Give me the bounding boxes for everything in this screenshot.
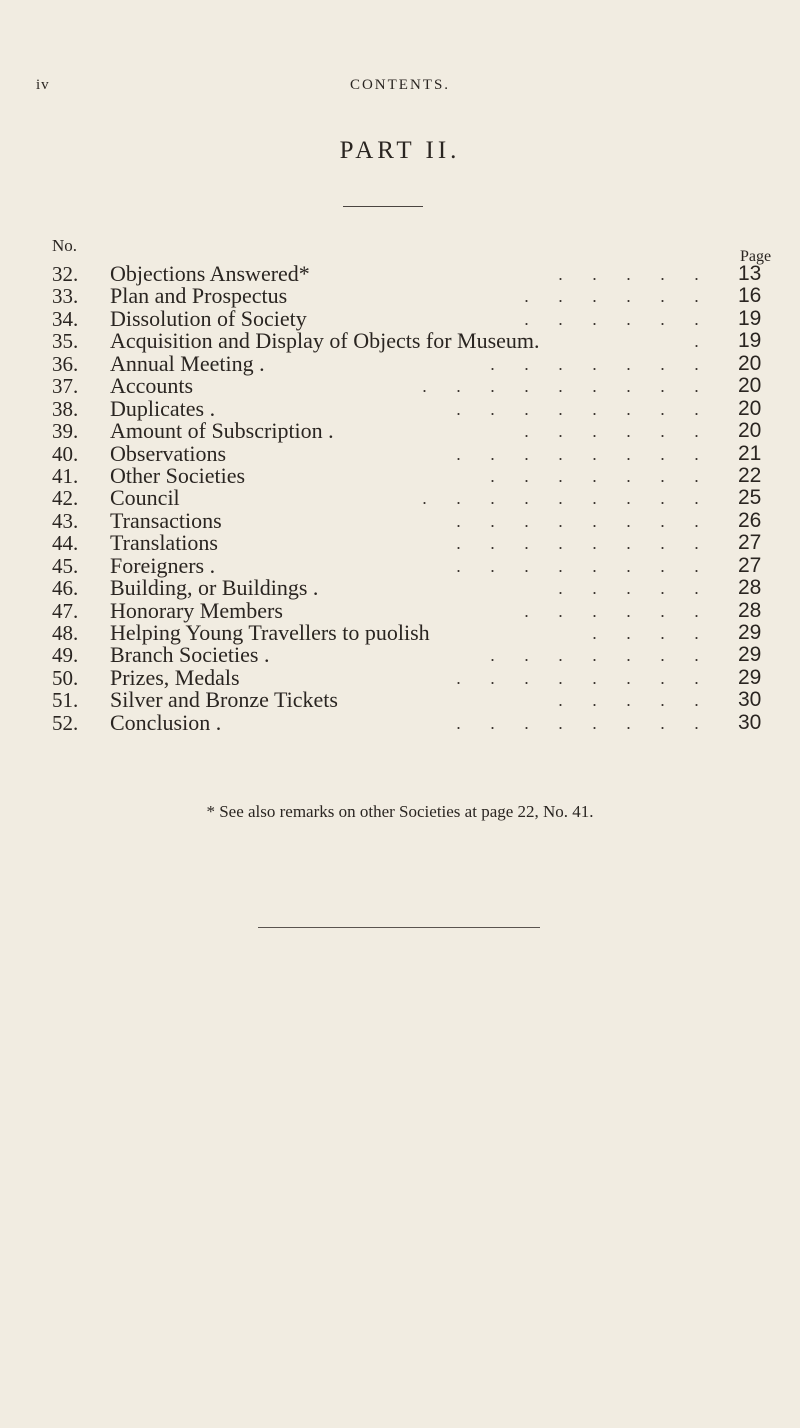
contents-entry xyxy=(0,507,800,533)
entry-page: 19 xyxy=(738,329,762,353)
entry-number: 44. xyxy=(52,531,79,556)
entry-page: 29 xyxy=(738,621,762,644)
entry-title: Accounts xyxy=(110,373,194,399)
entry-title: Conclusion . xyxy=(110,709,222,735)
entry-title: Transactions xyxy=(110,507,222,533)
entry-title: Objections Answered* xyxy=(110,261,310,286)
entry-title: Helping Young Travellers to puolish xyxy=(110,620,430,645)
entry-number: 49. xyxy=(52,643,79,668)
entry-page: 28 xyxy=(738,598,762,622)
entry-number: 51. xyxy=(52,688,79,713)
contents-entry xyxy=(0,689,800,711)
contents-entry xyxy=(0,487,800,509)
entry-number: 39. xyxy=(52,419,79,444)
running-title: CONTENTS. xyxy=(349,77,451,93)
entry-number: 48. xyxy=(52,621,79,645)
dot-leader: ........ xyxy=(455,443,728,464)
entry-number: 40. xyxy=(52,441,79,466)
entry-title: Annual Meeting . xyxy=(110,350,265,376)
dot-leader: ....... xyxy=(489,645,728,666)
contents-entry xyxy=(0,622,800,644)
dot-leader: ..... xyxy=(557,578,728,599)
dot-leader: ...... xyxy=(523,421,728,442)
entry-number: 37. xyxy=(52,374,79,399)
entry-page: 27 xyxy=(738,553,762,577)
entry-page: 16 xyxy=(738,284,762,308)
contents-entry xyxy=(0,330,800,352)
entry-title: Observations xyxy=(110,440,227,466)
entry-page: 27 xyxy=(738,531,762,555)
entry-number: 38. xyxy=(52,396,79,421)
entry-title: Duplicates . xyxy=(110,395,216,421)
entry-number: 41. xyxy=(52,463,79,488)
entry-number: 34. xyxy=(52,306,79,331)
contents-entry xyxy=(0,395,800,421)
entry-page: 28 xyxy=(738,576,762,600)
dot-leader: ........ xyxy=(455,398,728,419)
entry-title: Amount of Subscription . xyxy=(110,418,334,444)
entry-page: 20 xyxy=(738,419,762,443)
entry-title: Building, or Buildings . xyxy=(110,575,319,601)
entry-page: 25 xyxy=(738,486,762,510)
entry-title: Other Societies xyxy=(110,462,246,488)
entry-number: 43. xyxy=(52,508,79,533)
entry-title: Honorary Members xyxy=(110,597,283,623)
title-divider xyxy=(343,206,423,207)
entry-title: Council xyxy=(110,485,180,511)
entry-page: 20 xyxy=(738,374,762,398)
entry-title: Prizes, Medals xyxy=(110,664,240,690)
contents-entry xyxy=(0,305,800,331)
contents-entry xyxy=(0,263,800,285)
entry-title: Dissolution of Society xyxy=(110,305,307,331)
entry-title: Branch Societies . xyxy=(110,642,270,668)
page-folio: iv xyxy=(36,77,50,93)
contents-entry xyxy=(0,709,800,735)
entry-page: 29 xyxy=(738,665,762,689)
dot-leader: ........ xyxy=(455,510,728,531)
dot-leader: ........ xyxy=(455,712,728,733)
dot-leader: . xyxy=(693,331,728,352)
entry-number: 33. xyxy=(52,284,79,309)
entry-page: 26 xyxy=(738,508,762,532)
entry-number: 32. xyxy=(52,262,79,286)
entry-page: 29 xyxy=(738,643,762,667)
entry-title: Acquisition and Display of Objects for Museum. xyxy=(110,328,540,354)
dot-leader: ........ xyxy=(455,555,728,576)
entry-number: 50. xyxy=(52,665,79,690)
entry-title: Foreigners . xyxy=(110,552,216,578)
entry-page: 20 xyxy=(738,396,762,420)
dot-leader: ........ xyxy=(455,667,728,688)
dot-leader: ......... xyxy=(421,376,728,397)
contents-entry xyxy=(0,462,800,488)
contents-entry xyxy=(0,440,800,466)
entry-page: 22 xyxy=(738,463,762,487)
entry-title: Plan and Prospectus xyxy=(110,283,288,309)
column-heading-number: No. xyxy=(52,236,78,255)
contents-entry xyxy=(0,664,800,690)
entry-page: 13 xyxy=(738,262,762,285)
dot-leader: ..... xyxy=(557,264,728,284)
contents-list xyxy=(0,263,800,734)
entry-number: 45. xyxy=(52,553,79,578)
footnote: * See also remarks on other Societies at page 22, No. 41. xyxy=(206,802,594,821)
contents-entry xyxy=(0,644,800,666)
dot-leader: ...... xyxy=(523,600,728,621)
entry-number: 47. xyxy=(52,598,79,623)
column-heading-page: Page xyxy=(740,248,772,265)
entry-title: Translations xyxy=(110,530,218,556)
bottom-rule xyxy=(258,927,540,928)
entry-page: 30 xyxy=(738,710,762,734)
contents-entry xyxy=(0,375,800,397)
part-title: PART II. xyxy=(339,137,461,164)
dot-leader: ..... xyxy=(557,690,728,711)
entry-page: 30 xyxy=(738,688,762,712)
entry-title: Silver and Bronze Tickets xyxy=(110,687,338,713)
dot-leader: ....... xyxy=(489,465,728,486)
entry-number: 35. xyxy=(52,329,79,354)
running-head xyxy=(0,77,800,101)
entry-page: 21 xyxy=(738,441,762,465)
entry-number: 46. xyxy=(52,576,79,601)
dot-leader: ........ xyxy=(455,533,728,554)
contents-entry xyxy=(0,420,800,442)
contents-entry xyxy=(0,532,800,554)
contents-entry xyxy=(0,552,800,578)
contents-entry xyxy=(0,597,800,623)
entry-page: 20 xyxy=(738,351,762,375)
entry-number: 42. xyxy=(52,486,79,511)
dot-leader: ...... xyxy=(523,286,728,307)
contents-entry xyxy=(0,350,800,376)
entry-number: 52. xyxy=(52,710,79,735)
dot-leader: ......... xyxy=(421,488,728,509)
entry-page: 19 xyxy=(738,306,762,330)
dot-leader: .... xyxy=(591,623,728,643)
dot-leader: ...... xyxy=(523,308,728,329)
dot-leader: ....... xyxy=(489,353,728,374)
contents-entry xyxy=(0,577,800,599)
contents-entry xyxy=(0,285,800,307)
entry-number: 36. xyxy=(52,351,79,376)
